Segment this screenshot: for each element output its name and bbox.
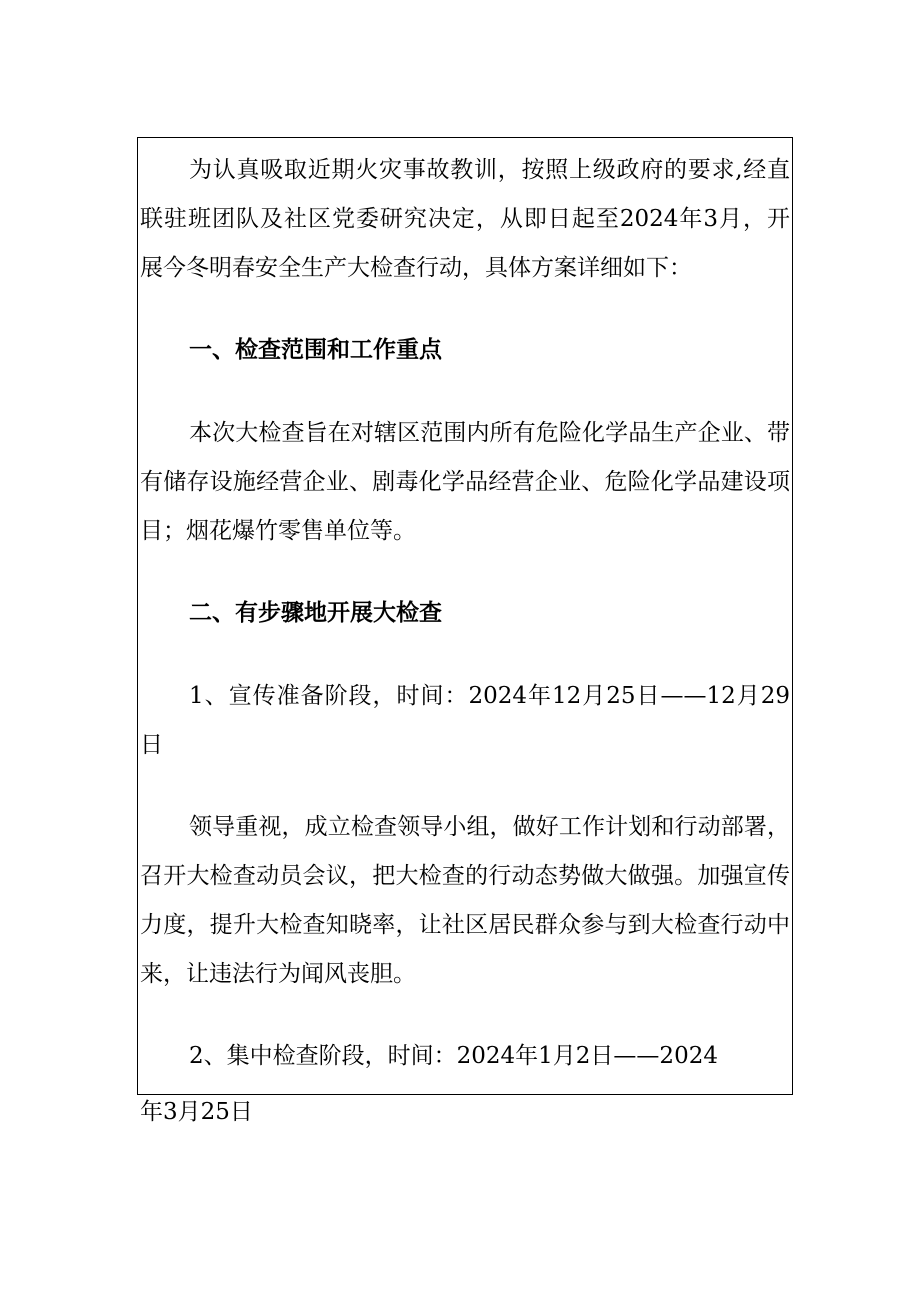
stage-1-line-2: 日: [140, 732, 163, 758]
section-1-line-1: 本次大检查旨在对辖区范围内所有危险化学品生产企业、带: [189, 420, 790, 446]
intro-line-3: 展今冬明春安全生产大检查行动，具体方案详细如下：: [140, 255, 692, 281]
stage-2-line-2: 年3月25日: [140, 1099, 253, 1125]
stage-2-line-1: 2、集中检查阶段，时间：2024年1月2日——2024: [189, 1043, 718, 1069]
section-1-line-2: 有储存设施经营企业、剧毒化学品经营企业、危险化学品建设项: [140, 469, 790, 495]
stage-1-body-line-2: 召开大检查动员会议，把大检查的行动态势做大做强。加强宣传: [140, 863, 790, 889]
section-1-line-3: 目；烟花爆竹零售单位等。: [140, 518, 416, 544]
stage-1-body-line-1: 领导重视，成立检查领导小组，做好工作计划和行动部署，: [189, 814, 790, 840]
stage-1-body-line-4: 来，让违法行为闻风丧胆。: [140, 961, 416, 987]
intro-line-1: 为认真吸取近期火灾事故教训，按照上级政府的要求,经直: [189, 157, 790, 183]
section-1-heading: 一、检查范围和工作重点: [189, 337, 442, 363]
stage-1-body-line-3: 力度，提升大检查知晓率，让社区居民群众参与到大检查行动中: [140, 912, 790, 938]
intro-line-2: 联驻班团队及社区党委研究决定，从即日起至2024年3月，开: [140, 206, 790, 232]
section-2-heading: 二、有步骤地开展大检查: [189, 600, 442, 626]
stage-1-line-1: 1、宣传准备阶段，时间：2024年12月25日——12月29: [189, 683, 790, 709]
